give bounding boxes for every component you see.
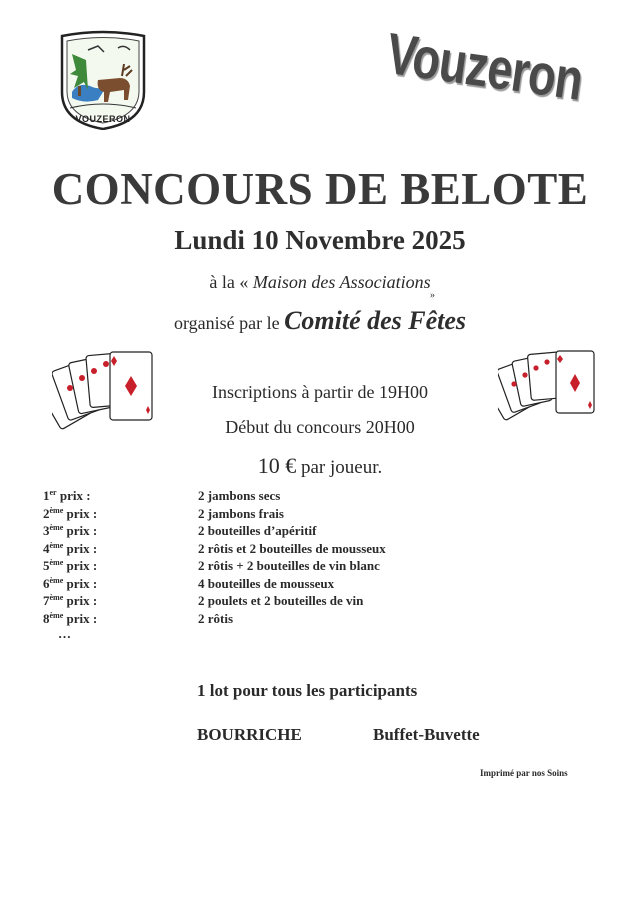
organizer-prefix: organisé par le [173, 313, 280, 333]
prize-description: 2 poulets et 2 bouteilles de vin [198, 593, 364, 608]
prize-rank: 8ème prix : [43, 611, 98, 626]
organizer-name: Comité des Fêtes [284, 306, 467, 335]
more-prizes-ellipsis: … [58, 626, 71, 641]
venue-line [0, 272, 640, 293]
price-suffix: par joueur. [300, 457, 383, 478]
prize-description: 2 rôtis + 2 bouteilles de vin blanc [198, 558, 380, 573]
registration-time: Inscriptions à partir de 19H00 [212, 382, 428, 402]
prize-rank: 5ème prix : [43, 558, 98, 573]
prize-rank: 4ème prix : [43, 541, 98, 556]
prize-description: 2 bouteilles d’apéritif [198, 523, 317, 538]
town-crest [58, 30, 148, 130]
venue-suffix: » [430, 290, 435, 301]
price-amount: 10 € [257, 453, 297, 478]
prize-rank: 6ème prix : [43, 576, 98, 591]
crest-label: VOUZERON [75, 114, 131, 124]
prize-description: 4 bouteilles de mousseux [198, 576, 335, 591]
venue-name: Maison des Associations [252, 272, 431, 292]
prize-description: 2 rôtis et 2 bouteilles de mousseux [198, 541, 386, 556]
printed-by-note: Imprimé par nos Soins [480, 768, 568, 778]
prize-rank: 2ème prix : [43, 506, 98, 521]
participation-lot: 1 lot pour tous les participants [197, 681, 418, 700]
prize-description: 2 jambons secs [198, 488, 281, 503]
prize-rank: 7ème prix : [43, 593, 98, 608]
bourriche-label: BOURRICHE [197, 725, 302, 744]
venue-prefix: à la « [209, 272, 249, 292]
page-title: CONCOURS DE BELOTE [51, 164, 589, 214]
start-time: Début du concours 20H00 [225, 417, 415, 437]
prize-description: 2 jambons frais [198, 506, 284, 521]
buffet-label: Buffet-Buvette [373, 725, 480, 744]
prize-description: 2 rôtis [198, 611, 234, 626]
town-name: Vouzeron [382, 20, 587, 113]
event-date: Lundi 10 Novembre 2025 [174, 225, 466, 255]
prize-rank: 1er prix : [43, 488, 91, 503]
entry-price [0, 453, 640, 479]
prize-rank: 3ème prix : [43, 523, 98, 538]
organizer-line [0, 306, 640, 336]
